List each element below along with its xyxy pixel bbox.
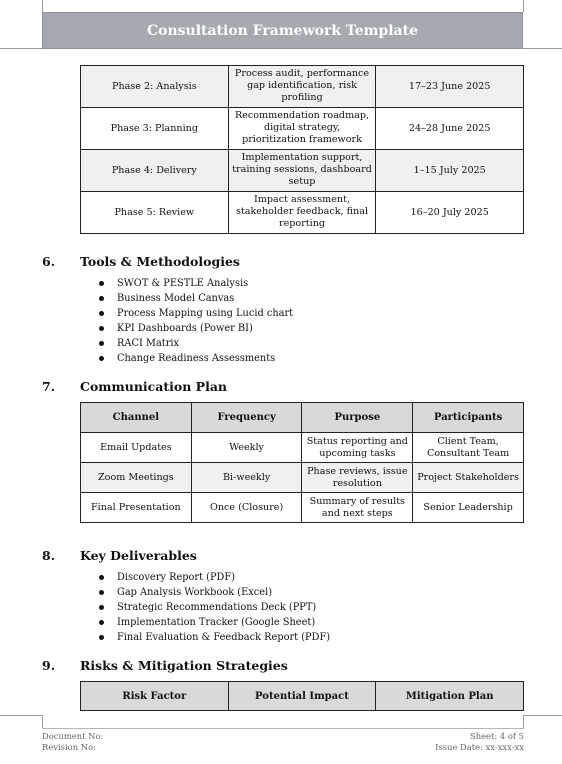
- dates-cell: 17–23 June 2025: [376, 66, 524, 108]
- crop-mark: [523, 715, 524, 729]
- table-cell: Email Updates: [81, 433, 192, 463]
- table-row: [81, 463, 524, 493]
- list-item: Change Readiness Assessments: [99, 351, 293, 366]
- section-number: 8.: [42, 548, 56, 563]
- crop-mark: [523, 48, 562, 49]
- section-number: 6.: [42, 254, 56, 269]
- section-title: Key Deliverables: [80, 548, 197, 563]
- list-item: Implementation Tracker (Google Sheet): [99, 615, 330, 630]
- phase-cell: Phase 4: Delivery: [81, 150, 229, 192]
- table-row: [81, 66, 524, 108]
- table-cell: Project Stakeholders: [413, 463, 524, 493]
- list-item: KPI Dashboards (Power BI): [99, 321, 293, 336]
- phase-cell: Phase 3: Planning: [81, 108, 229, 150]
- phase-cell: Phase 2: Analysis: [81, 66, 229, 108]
- table-cell: Weekly: [191, 433, 302, 463]
- column-header: Frequency: [191, 403, 302, 433]
- table-row: [81, 192, 524, 234]
- section-number: 9.: [42, 658, 56, 673]
- list-item: Strategic Recommendations Deck (PPT): [99, 600, 330, 615]
- list-item: Gap Analysis Workbook (Excel): [99, 585, 330, 600]
- table-cell: Zoom Meetings: [81, 463, 192, 493]
- section-number: 7.: [42, 379, 56, 394]
- list-item: Final Evaluation & Feedback Report (PDF): [99, 630, 330, 645]
- table-cell: Once (Closure): [191, 493, 302, 523]
- page-header-title: Consultation Framework Template: [42, 12, 523, 49]
- description-cell: Implementation support, training sessions, dashboard setup: [228, 150, 376, 192]
- list-item: SWOT & PESTLE Analysis: [99, 276, 293, 291]
- footer-rule: [42, 728, 524, 729]
- table-cell: Bi-weekly: [191, 463, 302, 493]
- dates-cell: 1–15 July 2025: [376, 150, 524, 192]
- table-row: [81, 493, 524, 523]
- column-header: Mitigation Plan: [376, 682, 524, 711]
- risk-mitigation-table: [80, 681, 524, 711]
- footer-right: [435, 731, 524, 753]
- description-cell: Impact assessment, stakeholder feedback, final reporting: [228, 192, 376, 234]
- issue-date: Issue Date: xx-xxx-xx: [435, 742, 524, 752]
- section-title: Risks & Mitigation Strategies: [80, 658, 288, 673]
- crop-mark: [42, 0, 43, 12]
- crop-mark: [42, 715, 43, 729]
- column-header: Potential Impact: [228, 682, 376, 711]
- table-header-row: [81, 403, 524, 433]
- column-header: Purpose: [302, 403, 413, 433]
- table-cell: Summary of results and next steps: [302, 493, 413, 523]
- phase-cell: Phase 5: Review: [81, 192, 229, 234]
- sheet-number: Sheet: 4 of 5: [469, 731, 524, 741]
- revision-number: Revision No:: [42, 742, 96, 752]
- crop-mark: [0, 48, 42, 49]
- table-cell: Final Presentation: [81, 493, 192, 523]
- list-item: Process Mapping using Lucid chart: [99, 306, 293, 321]
- list-item: Discovery Report (PDF): [99, 570, 330, 585]
- table-cell: Senior Leadership: [413, 493, 524, 523]
- list-item: RACI Matrix: [99, 336, 293, 351]
- column-header: Channel: [81, 403, 192, 433]
- deliverables-list: [99, 570, 330, 645]
- table-cell: Client Team, Consultant Team: [413, 433, 524, 463]
- table-cell: Phase reviews, issue resolution: [302, 463, 413, 493]
- list-item: Business Model Canvas: [99, 291, 293, 306]
- table-row: [81, 150, 524, 192]
- footer-left: [42, 731, 103, 753]
- crop-mark: [523, 0, 524, 12]
- description-cell: Process audit, performance gap identification, risk profiling: [228, 66, 376, 108]
- dates-cell: 24–28 June 2025: [376, 108, 524, 150]
- section-title: Communication Plan: [80, 379, 228, 394]
- table-cell: Status reporting and upcoming tasks: [302, 433, 413, 463]
- table-header-row: [81, 682, 524, 711]
- crop-mark: [0, 715, 42, 716]
- communication-plan-table: [80, 402, 524, 523]
- column-header: Participants: [413, 403, 524, 433]
- phase-schedule-table: [80, 65, 524, 234]
- section-title: Tools & Methodologies: [80, 254, 240, 269]
- dates-cell: 16–20 July 2025: [376, 192, 524, 234]
- column-header: Risk Factor: [81, 682, 229, 711]
- table-row: [81, 108, 524, 150]
- tools-list: [99, 276, 293, 366]
- document-number: Document No:: [42, 731, 104, 741]
- description-cell: Recommendation roadmap, digital strategy, prioritization framework: [228, 108, 376, 150]
- crop-mark: [523, 715, 562, 716]
- table-row: [81, 433, 524, 463]
